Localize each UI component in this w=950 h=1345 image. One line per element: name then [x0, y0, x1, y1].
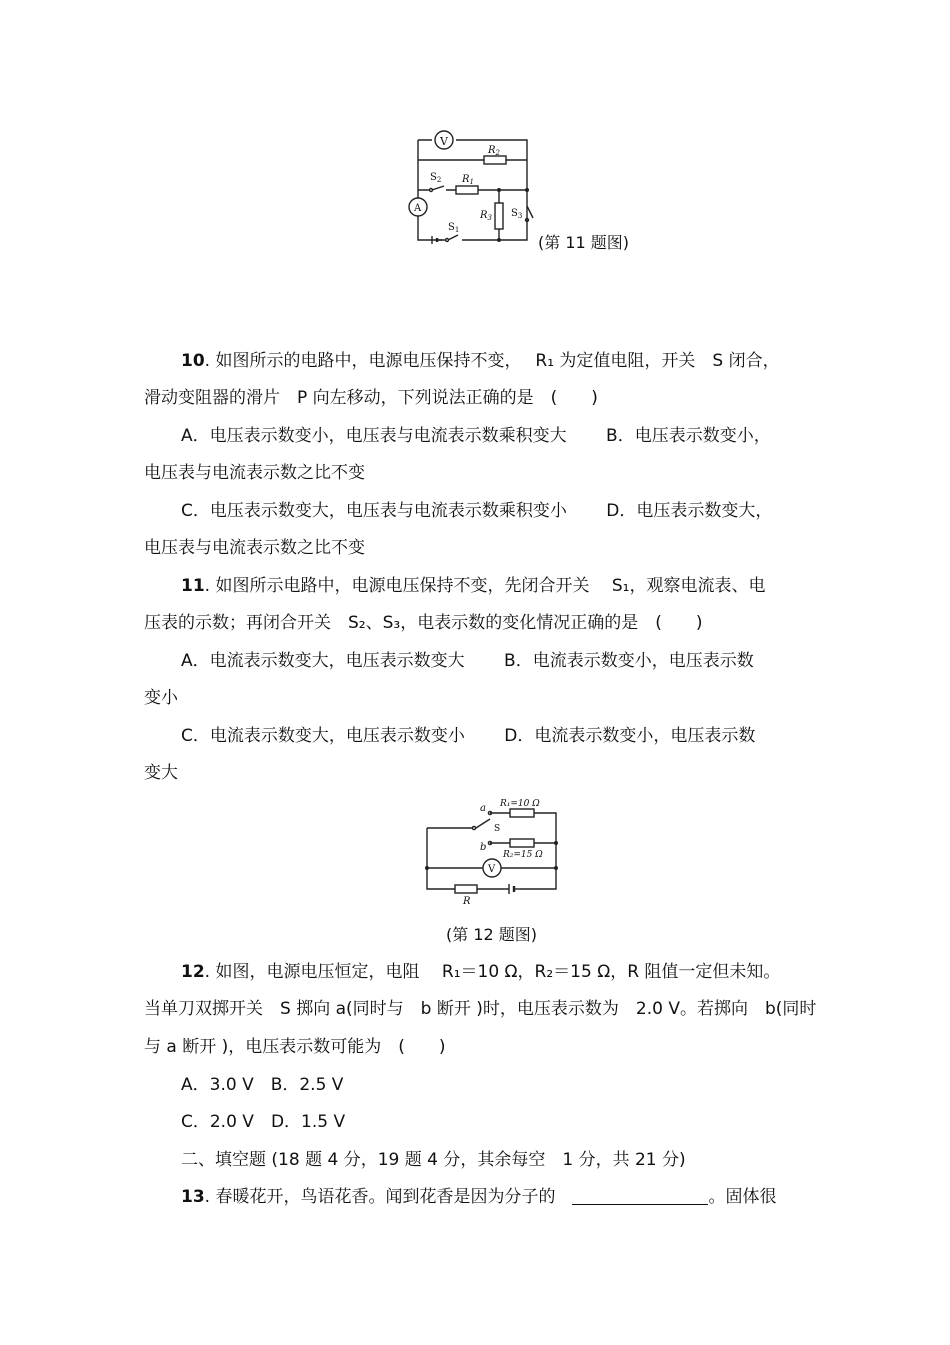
s-label: S [494, 824, 501, 834]
q12-line2: 当单刀双掷开关 S 掷向 a(同时与 b 断开 )时，电压表示数为 2.0 V。若掷向 b(同时 [144, 999, 817, 1019]
r-label: R [463, 896, 471, 907]
q13-line1: 13. 春暖花开，鸟语花香。闻到花香是因为分子的 。固体很 [181, 1187, 777, 1207]
q11-option-b-cont: 变小 [144, 688, 178, 708]
q11-option-cd: C．电流表示数变大，电压表示数变小 D．电流表示数变小，电压表示数 [181, 726, 756, 746]
resistor-r2 [484, 156, 506, 164]
r2-label: $R_2$ [488, 145, 500, 157]
resistor-r1 [456, 186, 478, 194]
q10-option-b-cont: 电压表与电流表示数之比不变 [144, 463, 365, 483]
q11-line2: 压表的示数；再闭合开关 S₂、S₃，电表示数的变化情况正确的是 ( ) [144, 613, 703, 633]
q12-option-ab: A．3.0 V B．2.5 V [181, 1075, 344, 1095]
r1-label: $R_1$ [462, 174, 474, 186]
a-label: a [480, 803, 486, 814]
resistor-r3 [495, 203, 503, 229]
q11-line1: 11. 如图所示电路中，电源电压保持不变，先闭合开关 S₁，观察电流表、电 [181, 576, 766, 596]
s1-label: $S_1$ [448, 222, 460, 234]
q10-option-ab: A．电压表示数变小，电压表与电流表示数乘积变大 B．电压表示数变小， [181, 426, 771, 446]
s3-label: $S_3$ [511, 208, 523, 220]
figure-12-circuit [418, 793, 568, 908]
q10-option-d-cont: 电压表与电流表示数之比不变 [144, 538, 365, 558]
r3-label: $R_3$ [480, 210, 492, 222]
figure-11-circuit [405, 128, 545, 248]
figure-12-caption: (第 12 题图) [446, 925, 538, 944]
voltmeter-label: V [440, 135, 448, 148]
q12-option-cd: C．2.0 V D．1.5 V [181, 1112, 346, 1132]
s2-label: $S_2$ [430, 172, 442, 184]
answer-blank[interactable] [572, 1188, 708, 1205]
r1-label: R₁=10 Ω [500, 799, 540, 809]
q12-line1: 12. 如图，电源电压恒定，电阻 R₁＝10 Ω，R₂＝15 Ω，R 阻值一定但未知。 [181, 962, 781, 982]
q12-line3: 与 a 断开 )，电压表示数可能为 ( ) [144, 1037, 446, 1057]
voltmeter-label: V [488, 864, 496, 875]
r2-label: R₂=15 Ω [503, 850, 543, 860]
resistor-r1 [510, 809, 534, 817]
q10-option-cd: C．电压表示数变大，电压表与电流表示数乘积变小 D．电压表示数变大， [181, 501, 773, 521]
q10-line1: 10. 如图所示的电路中，电源电压保持不变， R₁ 为定值电阻，开关 S 闭合， [181, 351, 780, 371]
figure-11-caption: (第 11 题图) [538, 233, 630, 252]
resistor-r2 [510, 839, 534, 847]
q11-option-ab: A．电流表示数变大，电压表示数变大 B．电流表示数变小，电压表示数 [181, 651, 754, 671]
resistor-r [455, 885, 477, 893]
q10-line2: 滑动变阻器的滑片 P 向左移动，下列说法正确的是 ( ) [144, 388, 598, 408]
ammeter-label: A [414, 203, 422, 214]
q11-option-d-cont: 变大 [144, 763, 178, 783]
section-heading-fill-in: 二、填空题 (18 题 4 分，19 题 4 分，其余每空 1 分，共 21 分) [181, 1150, 686, 1170]
b-label: b [480, 842, 487, 853]
